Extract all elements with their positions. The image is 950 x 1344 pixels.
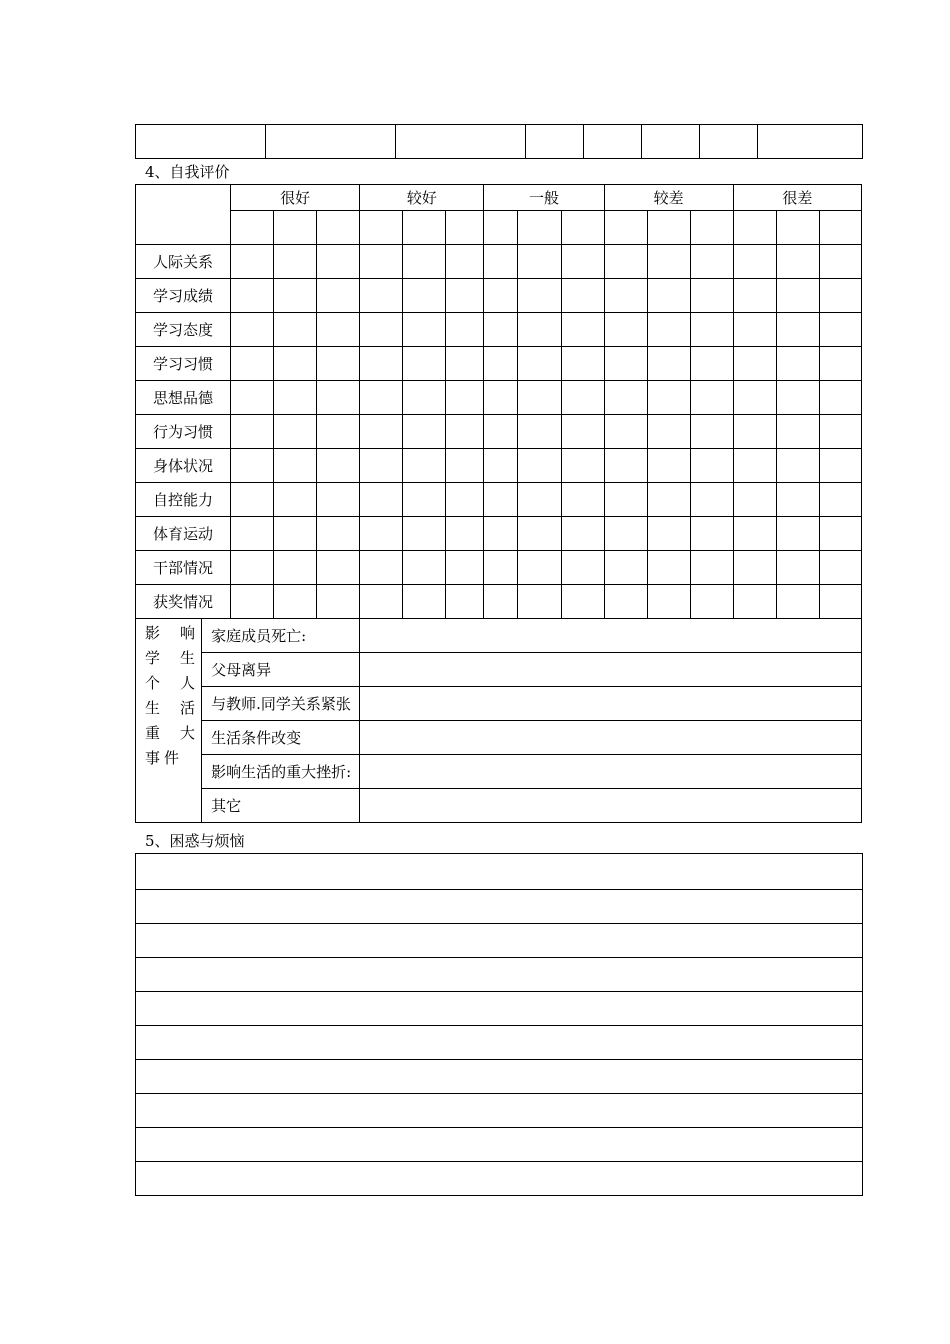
evaluation-cell[interactable] (231, 483, 274, 517)
evaluation-cell[interactable] (484, 313, 518, 347)
rating-subheader-cell (690, 211, 733, 245)
evaluation-cell[interactable] (690, 347, 733, 381)
evaluation-cell[interactable] (819, 279, 861, 313)
evaluation-cell[interactable] (776, 585, 819, 619)
evaluation-cell[interactable] (484, 449, 518, 483)
evaluation-cell[interactable] (561, 585, 604, 619)
evaluation-cell[interactable] (561, 245, 604, 279)
evaluation-row-label: 学习习惯 (136, 347, 231, 381)
evaluation-cell[interactable] (317, 279, 360, 313)
evaluation-cell[interactable] (317, 517, 360, 551)
evaluation-cell[interactable] (604, 347, 647, 381)
evaluation-cell[interactable] (360, 415, 403, 449)
event-relationship-tension-field[interactable] (360, 687, 862, 721)
blank-cell (136, 125, 266, 159)
evaluation-cell[interactable] (733, 313, 776, 347)
evaluation-cell[interactable] (690, 415, 733, 449)
evaluation-cell[interactable] (317, 313, 360, 347)
evaluation-cell[interactable] (561, 449, 604, 483)
evaluation-row (136, 415, 862, 449)
evaluation-cell[interactable] (403, 415, 446, 449)
evaluation-cell[interactable] (690, 517, 733, 551)
evaluation-cell[interactable] (819, 449, 861, 483)
evaluation-cell[interactable] (317, 483, 360, 517)
evaluation-cell[interactable] (317, 381, 360, 415)
evaluation-row (136, 517, 862, 551)
worries-line[interactable] (136, 958, 863, 992)
evaluation-cell[interactable] (647, 585, 690, 619)
evaluation-row-label: 人际关系 (136, 245, 231, 279)
rating-subheader-cell (776, 211, 819, 245)
evaluation-cell[interactable] (776, 551, 819, 585)
evaluation-cell[interactable] (819, 483, 861, 517)
evaluation-cell[interactable] (317, 585, 360, 619)
rating-subheader-cell (561, 211, 604, 245)
evaluation-cell[interactable] (231, 347, 274, 381)
event-family-death-field[interactable] (360, 619, 862, 653)
evaluation-cell[interactable] (231, 245, 274, 279)
evaluation-cell[interactable] (819, 517, 861, 551)
evaluation-cell[interactable] (690, 245, 733, 279)
evaluation-cell[interactable] (733, 279, 776, 313)
evaluation-cell[interactable] (403, 585, 446, 619)
evaluation-cell[interactable] (231, 415, 274, 449)
evaluation-cell[interactable] (446, 279, 484, 313)
evaluation-row (136, 551, 862, 585)
evaluation-cell[interactable] (274, 585, 317, 619)
rating-subheader-cell (819, 211, 861, 245)
corner-cell (136, 185, 231, 245)
evaluation-cell[interactable] (776, 347, 819, 381)
rating-header-very-good: 很好 (231, 185, 360, 211)
worries-line[interactable] (136, 854, 863, 890)
rating-subheader-cell (231, 211, 274, 245)
rating-header-very-poor: 很差 (733, 185, 861, 211)
evaluation-cell[interactable] (733, 449, 776, 483)
evaluation-cell[interactable] (604, 313, 647, 347)
evaluation-cell[interactable] (819, 551, 861, 585)
major-life-events-label: 影 响 学 生 个 人 生 活 重 大 事 件 (136, 619, 202, 823)
evaluation-cell[interactable] (733, 415, 776, 449)
evaluation-cell[interactable] (403, 381, 446, 415)
evaluation-cell[interactable] (317, 347, 360, 381)
worries-line[interactable] (136, 924, 863, 958)
evaluation-row-label: 身体状况 (136, 449, 231, 483)
evaluation-cell[interactable] (360, 483, 403, 517)
evaluation-cell[interactable] (446, 381, 484, 415)
evaluation-cell[interactable] (776, 449, 819, 483)
evaluation-cell[interactable] (446, 585, 484, 619)
evaluation-cell[interactable] (518, 279, 561, 313)
evaluation-cell[interactable] (360, 245, 403, 279)
rating-subheader-cell (360, 211, 403, 245)
evaluation-cell[interactable] (360, 517, 403, 551)
blank-cell (758, 125, 863, 159)
evaluation-cell[interactable] (776, 279, 819, 313)
evaluation-cell[interactable] (360, 279, 403, 313)
evaluation-cell[interactable] (518, 415, 561, 449)
blank-cell (700, 125, 758, 159)
rating-header-poor: 较差 (604, 185, 733, 211)
evaluation-cell[interactable] (274, 517, 317, 551)
evaluation-cell[interactable] (231, 313, 274, 347)
evaluation-row (136, 449, 862, 483)
evaluation-cell[interactable] (484, 381, 518, 415)
event-family-death-label: 家庭成员死亡: (202, 619, 360, 653)
evaluation-cell[interactable] (518, 517, 561, 551)
self-evaluation-table (135, 184, 862, 823)
evaluation-cell[interactable] (403, 313, 446, 347)
event-parents-divorce-field[interactable] (360, 653, 862, 687)
evaluation-cell[interactable] (274, 245, 317, 279)
evaluation-cell[interactable] (819, 585, 861, 619)
evaluation-cell[interactable] (317, 245, 360, 279)
blank-cell (526, 125, 584, 159)
evaluation-cell[interactable] (446, 483, 484, 517)
evaluation-cell[interactable] (733, 551, 776, 585)
evaluation-cell[interactable] (690, 279, 733, 313)
evaluation-cell[interactable] (561, 551, 604, 585)
evaluation-cell[interactable] (561, 313, 604, 347)
evaluation-cell[interactable] (733, 517, 776, 551)
evaluation-cell[interactable] (317, 551, 360, 585)
evaluation-row (136, 313, 862, 347)
evaluation-cell[interactable] (317, 415, 360, 449)
evaluation-cell[interactable] (231, 551, 274, 585)
evaluation-cell[interactable] (647, 279, 690, 313)
evaluation-cell[interactable] (819, 415, 861, 449)
evaluation-cell[interactable] (484, 245, 518, 279)
evaluation-cell[interactable] (776, 245, 819, 279)
blank-cell (266, 125, 396, 159)
evaluation-row (136, 279, 862, 313)
evaluation-row-label: 行为习惯 (136, 415, 231, 449)
evaluation-cell[interactable] (484, 517, 518, 551)
evaluation-cell[interactable] (403, 279, 446, 313)
evaluation-cell[interactable] (819, 347, 861, 381)
top-continuation-table (135, 124, 863, 159)
evaluation-cell[interactable] (518, 449, 561, 483)
event-other-label: 其它 (202, 789, 360, 823)
evaluation-cell[interactable] (647, 347, 690, 381)
evaluation-cell[interactable] (274, 449, 317, 483)
worries-line[interactable] (136, 992, 863, 1026)
evaluation-cell[interactable] (403, 551, 446, 585)
evaluation-cell[interactable] (604, 517, 647, 551)
evaluation-cell[interactable] (360, 313, 403, 347)
evaluation-cell[interactable] (484, 279, 518, 313)
evaluation-cell[interactable] (647, 517, 690, 551)
evaluation-cell[interactable] (360, 347, 403, 381)
rating-subheader-cell (604, 211, 647, 245)
rating-subheader-cell (274, 211, 317, 245)
evaluation-cell[interactable] (776, 517, 819, 551)
evaluation-cell[interactable] (274, 551, 317, 585)
evaluation-cell[interactable] (484, 415, 518, 449)
evaluation-cell[interactable] (484, 483, 518, 517)
evaluation-cell[interactable] (403, 517, 446, 551)
evaluation-cell[interactable] (604, 551, 647, 585)
rating-subheader-cell (518, 211, 561, 245)
evaluation-cell[interactable] (518, 585, 561, 619)
evaluation-cell[interactable] (690, 449, 733, 483)
evaluation-cell[interactable] (604, 415, 647, 449)
worries-table (135, 853, 863, 1196)
event-living-conditions-field[interactable] (360, 721, 862, 755)
evaluation-cell[interactable] (446, 449, 484, 483)
evaluation-cell[interactable] (561, 279, 604, 313)
event-relationship-tension-label: 与教师.同学关系紧张 (202, 687, 360, 721)
evaluation-cell[interactable] (647, 415, 690, 449)
evaluation-cell[interactable] (647, 483, 690, 517)
evaluation-cell[interactable] (733, 483, 776, 517)
evaluation-cell[interactable] (776, 313, 819, 347)
event-other-field[interactable] (360, 789, 862, 823)
rating-header-good: 较好 (360, 185, 484, 211)
evaluation-cell[interactable] (317, 449, 360, 483)
evaluation-cell[interactable] (403, 449, 446, 483)
worries-line[interactable] (136, 1060, 863, 1094)
evaluation-cell[interactable] (231, 449, 274, 483)
worries-line[interactable] (136, 1128, 863, 1162)
evaluation-cell[interactable] (446, 245, 484, 279)
blank-cell (584, 125, 642, 159)
evaluation-cell[interactable] (484, 347, 518, 381)
evaluation-cell[interactable] (690, 551, 733, 585)
evaluation-row (136, 245, 862, 279)
evaluation-cell[interactable] (690, 585, 733, 619)
evaluation-cell[interactable] (518, 347, 561, 381)
evaluation-row (136, 381, 862, 415)
event-major-setback-field[interactable] (360, 755, 862, 789)
evaluation-cell[interactable] (274, 279, 317, 313)
rating-subheader-cell (647, 211, 690, 245)
evaluation-cell[interactable] (690, 381, 733, 415)
evaluation-cell[interactable] (484, 585, 518, 619)
rating-subheader-cell (733, 211, 776, 245)
evaluation-cell[interactable] (231, 517, 274, 551)
rating-subheader-cell (446, 211, 484, 245)
evaluation-cell[interactable] (403, 347, 446, 381)
evaluation-cell[interactable] (446, 347, 484, 381)
evaluation-row (136, 347, 862, 381)
evaluation-cell[interactable] (776, 483, 819, 517)
evaluation-row-label: 学习成绩 (136, 279, 231, 313)
evaluation-cell[interactable] (647, 449, 690, 483)
evaluation-row-label: 自控能力 (136, 483, 231, 517)
evaluation-cell[interactable] (604, 245, 647, 279)
evaluation-cell[interactable] (403, 245, 446, 279)
evaluation-cell[interactable] (604, 483, 647, 517)
evaluation-row-label: 体育运动 (136, 517, 231, 551)
rating-subheader-cell (317, 211, 360, 245)
section-5-title: 5、困惑与烦恼 (145, 832, 245, 850)
evaluation-cell[interactable] (518, 483, 561, 517)
event-major-setback-label: 影响生活的重大挫折: (202, 755, 360, 789)
evaluation-row-label: 思想品德 (136, 381, 231, 415)
blank-cell (396, 125, 526, 159)
evaluation-cell[interactable] (274, 313, 317, 347)
evaluation-cell[interactable] (561, 483, 604, 517)
evaluation-cell[interactable] (446, 415, 484, 449)
evaluation-cell[interactable] (446, 517, 484, 551)
evaluation-row-label: 学习态度 (136, 313, 231, 347)
evaluation-cell[interactable] (274, 381, 317, 415)
evaluation-cell[interactable] (561, 517, 604, 551)
evaluation-cell[interactable] (274, 415, 317, 449)
section-4-title: 4、自我评价 (145, 163, 230, 181)
rating-header-average: 一般 (484, 185, 604, 211)
evaluation-cell[interactable] (360, 449, 403, 483)
evaluation-cell[interactable] (819, 313, 861, 347)
evaluation-cell[interactable] (690, 313, 733, 347)
rating-subheader-cell (403, 211, 446, 245)
evaluation-cell[interactable] (518, 551, 561, 585)
evaluation-cell[interactable] (561, 347, 604, 381)
evaluation-cell[interactable] (360, 381, 403, 415)
evaluation-cell[interactable] (604, 449, 647, 483)
event-living-conditions-label: 生活条件改变 (202, 721, 360, 755)
evaluation-row (136, 585, 862, 619)
evaluation-cell[interactable] (518, 313, 561, 347)
evaluation-cell[interactable] (518, 245, 561, 279)
evaluation-row (136, 483, 862, 517)
evaluation-cell[interactable] (360, 551, 403, 585)
evaluation-cell[interactable] (690, 483, 733, 517)
evaluation-cell[interactable] (561, 381, 604, 415)
worries-line[interactable] (136, 1162, 863, 1196)
rating-subheader-cell (484, 211, 518, 245)
worries-line[interactable] (136, 1026, 863, 1060)
evaluation-row-label: 获奖情况 (136, 585, 231, 619)
evaluation-cell[interactable] (360, 585, 403, 619)
evaluation-cell[interactable] (446, 313, 484, 347)
evaluation-cell[interactable] (647, 313, 690, 347)
evaluation-cell[interactable] (231, 585, 274, 619)
evaluation-cell[interactable] (231, 381, 274, 415)
evaluation-cell[interactable] (231, 279, 274, 313)
evaluation-cell[interactable] (733, 381, 776, 415)
evaluation-cell[interactable] (776, 415, 819, 449)
evaluation-cell[interactable] (733, 585, 776, 619)
evaluation-cell[interactable] (647, 551, 690, 585)
evaluation-cell[interactable] (733, 245, 776, 279)
evaluation-cell[interactable] (403, 483, 446, 517)
evaluation-row-label: 干部情况 (136, 551, 231, 585)
evaluation-cell[interactable] (518, 381, 561, 415)
evaluation-cell[interactable] (647, 381, 690, 415)
evaluation-cell[interactable] (819, 245, 861, 279)
evaluation-cell[interactable] (604, 279, 647, 313)
worries-line[interactable] (136, 890, 863, 924)
evaluation-cell[interactable] (647, 245, 690, 279)
evaluation-cell[interactable] (274, 347, 317, 381)
evaluation-cell[interactable] (604, 585, 647, 619)
evaluation-cell[interactable] (819, 381, 861, 415)
evaluation-cell[interactable] (604, 381, 647, 415)
evaluation-cell[interactable] (733, 347, 776, 381)
evaluation-cell[interactable] (446, 551, 484, 585)
blank-cell (642, 125, 700, 159)
evaluation-cell[interactable] (776, 381, 819, 415)
event-parents-divorce-label: 父母离异 (202, 653, 360, 687)
worries-line[interactable] (136, 1094, 863, 1128)
evaluation-cell[interactable] (561, 415, 604, 449)
evaluation-cell[interactable] (274, 483, 317, 517)
evaluation-cell[interactable] (484, 551, 518, 585)
